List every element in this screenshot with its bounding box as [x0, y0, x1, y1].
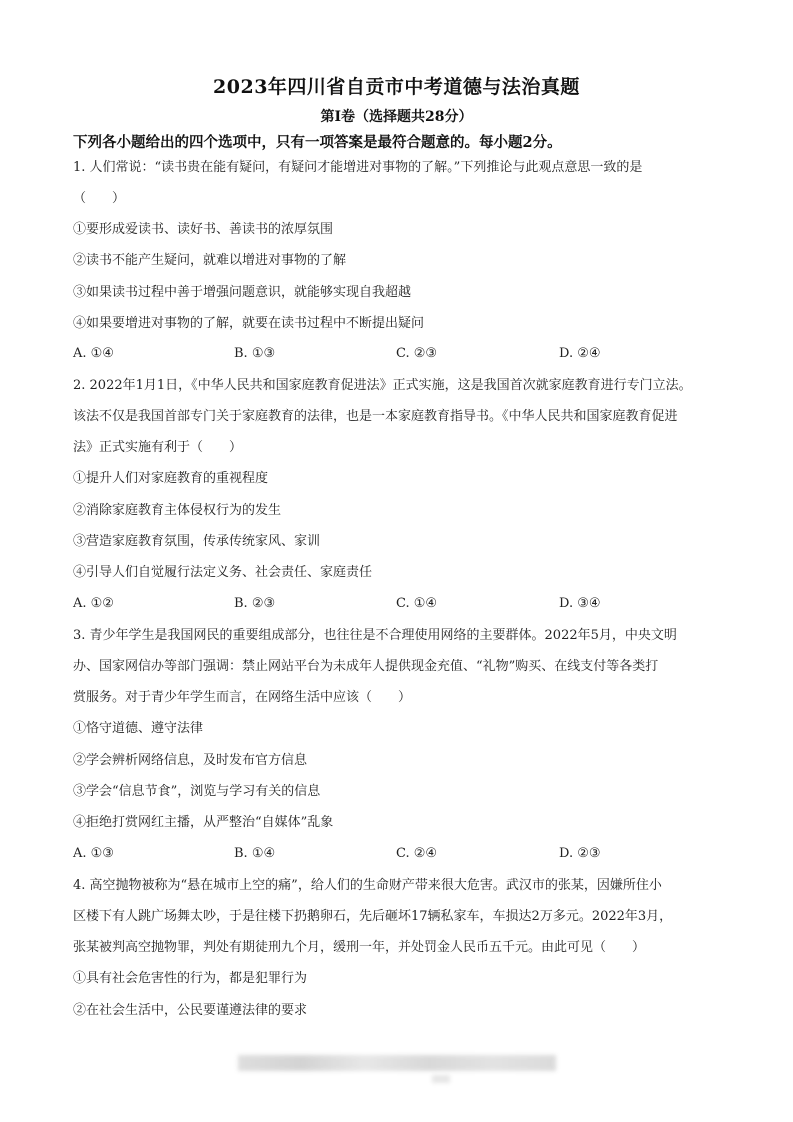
q2-stem-line-3: 法》正式实施有利于（ ）: [73, 440, 243, 455]
q3-option-d: D. ②③: [559, 846, 601, 861]
q3-choice-3: ③学会“信息节食”，浏览与学习有关的信息: [73, 784, 321, 799]
q1-stem-line-2: （ ）: [73, 191, 126, 206]
q3-stem-line-3: 赏服务。对于青少年学生而言，在网络生活中应该（ ）: [73, 690, 412, 705]
q3-choice-2: ②学会辨析网络信息，及时发布官方信息: [73, 753, 308, 768]
q2-option-b: B. ②③: [234, 596, 276, 611]
q2-choice-1: ①提升人们对家庭教育的重视程度: [73, 471, 269, 486]
section-subtitle: 第I卷（选择题共28分）: [320, 109, 473, 125]
q1-choice-1: ①要形成爱读书、读好书、善读书的浓厚氛围: [73, 222, 334, 237]
q4-choice-2: ②在社会生活中，公民要谨遵法律的要求: [73, 1003, 308, 1018]
q2-stem-line-1: 2. 2022年1月1日，《中华人民共和国家庭教育促进法》正式实施，这是我国首次就家庭教育进行专门立法。: [73, 378, 692, 393]
q2-options: [73, 596, 733, 614]
page-title: 2023年四川省自贡市中考道德与法治真题: [213, 76, 580, 98]
q2-choice-4: ④引导人们自觉履行法定义务、社会责任、家庭责任: [73, 565, 373, 580]
q2-option-d: D. ③④: [559, 596, 601, 611]
q1-option-a: A. ①④: [73, 346, 114, 361]
q3-stem-line-1: 3. 青少年学生是我国网民的重要组成部分，也往往是不合理使用网络的主要群体。2022年5月，中央文明: [73, 628, 677, 643]
q1-options: [73, 346, 733, 364]
q2-option-a: A. ①②: [73, 596, 114, 611]
q2-choice-2: ②消除家庭教育主体侵权行为的发生: [73, 503, 282, 518]
q1-choice-4: ④如果要增进对事物的了解，就要在读书过程中不断提出疑问: [73, 316, 425, 331]
q3-option-a: A. ①③: [73, 846, 114, 861]
q2-option-c: C. ①④: [396, 596, 438, 611]
instruction-text: 下列各小题给出的四个选项中，只有一项答案是最符合题意的。每小题2分。: [73, 134, 562, 151]
q2-stem-line-2: 该法不仅是我国首部专门关于家庭教育的法律，也是一本家庭教育指导书。《中华人民共和国家庭教育促进: [73, 409, 678, 424]
q3-choice-1: ①恪守道德、遵守法律: [73, 721, 204, 736]
q2-choice-3: ③营造家庭教育氛围，传承传统家风、家训: [73, 534, 321, 549]
q1-option-d: D. ②④: [559, 346, 601, 361]
q3-option-c: C. ②④: [396, 846, 438, 861]
q3-option-b: B. ①④: [234, 846, 276, 861]
blurred-footer-watermark: [238, 1055, 556, 1071]
q3-stem-line-2: 办、国家网信办等部门强调：禁止网站平台为未成年人提供现金充值、“礼物”购买、在线支付等各类打: [73, 659, 659, 674]
q4-stem-line-1: 4. 高空抛物被称为“悬在城市上空的痛”，给人们的生命财产带来很大危害。武汉市的张某，因嫌所住小: [73, 878, 662, 893]
q4-choice-1: ①具有社会危害性的行为，都是犯罪行为: [73, 971, 308, 986]
q1-choice-3: ③如果读书过程中善于增强问题意识，就能够实现自我超越: [73, 285, 412, 300]
blurred-page-number: [432, 1075, 450, 1083]
q1-option-c: C. ②③: [396, 346, 438, 361]
q3-choice-4: ④拒绝打赏网红主播，从严整治“自媒体”乱象: [73, 815, 334, 830]
q1-option-b: B. ①③: [234, 346, 276, 361]
q4-stem-line-3: 张某被判高空抛物罪，判处有期徒刑九个月，缓刑一年，并处罚金人民币五千元。由此可见（ ）: [73, 940, 646, 955]
q1-choice-2: ②读书不能产生疑问，就难以增进对事物的了解: [73, 253, 347, 268]
q1-stem-line-1: 1. 人们常说：“读书贵在能有疑问，有疑问才能增进对事物的了解。”下列推论与此观点意思一致的是: [73, 160, 643, 175]
q4-stem-line-2: 区楼下有人跳广场舞太吵，于是往楼下扔鹅卵石，先后砸坏17辆私家车，车损达2万多元。2022年3月，: [73, 909, 673, 924]
q3-options: [73, 846, 733, 864]
